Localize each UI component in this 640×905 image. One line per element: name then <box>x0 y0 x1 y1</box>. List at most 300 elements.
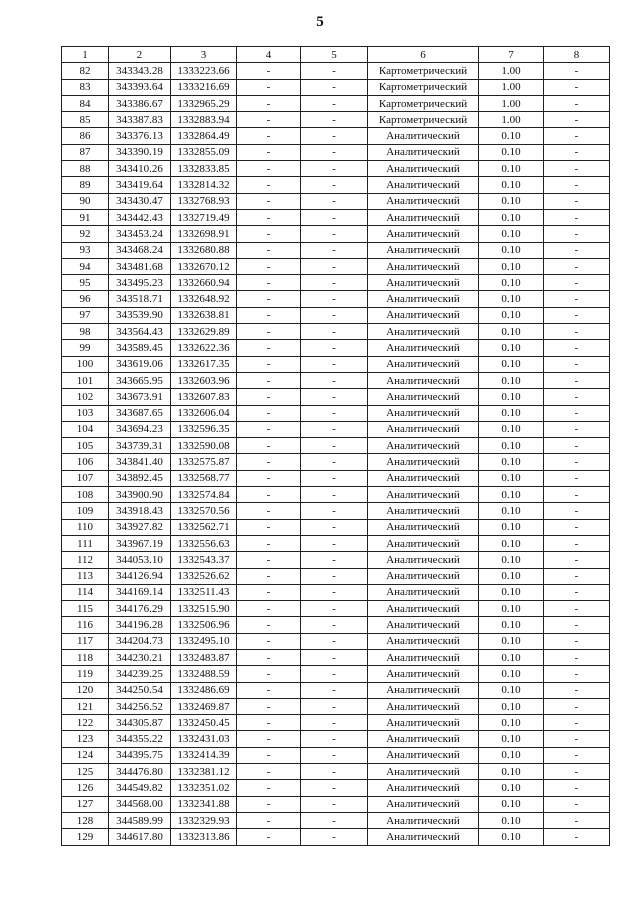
cell-point-number: 103 <box>62 405 109 421</box>
cell-point-number: 119 <box>62 666 109 682</box>
cell-col-4: - <box>237 128 301 144</box>
cell-col-8: - <box>544 177 610 193</box>
cell-col-4: - <box>237 242 301 258</box>
cell-accuracy: 0.10 <box>479 421 544 437</box>
cell-col-5: - <box>301 601 368 617</box>
cell-x-coordinate: 343564.43 <box>109 324 171 340</box>
cell-y-coordinate: 1332526.62 <box>171 568 237 584</box>
cell-y-coordinate: 1332543.37 <box>171 552 237 568</box>
cell-accuracy: 0.10 <box>479 291 544 307</box>
cell-method: Аналитический <box>368 796 479 812</box>
table-row <box>62 731 610 747</box>
cell-col-8: - <box>544 63 610 79</box>
cell-col-4: - <box>237 568 301 584</box>
cell-x-coordinate: 343967.19 <box>109 535 171 551</box>
cell-col-4: - <box>237 584 301 600</box>
cell-col-8: - <box>544 568 610 584</box>
table-row <box>62 568 610 584</box>
cell-col-8: - <box>544 389 610 405</box>
cell-x-coordinate: 343419.64 <box>109 177 171 193</box>
cell-col-5: - <box>301 487 368 503</box>
cell-y-coordinate: 1332341.88 <box>171 796 237 812</box>
cell-y-coordinate: 1332638.81 <box>171 307 237 323</box>
cell-col-8: - <box>544 617 610 633</box>
cell-accuracy: 0.10 <box>479 372 544 388</box>
cell-point-number: 108 <box>62 487 109 503</box>
cell-col-8: - <box>544 356 610 372</box>
cell-x-coordinate: 344239.25 <box>109 666 171 682</box>
cell-method: Аналитический <box>368 487 479 503</box>
cell-x-coordinate: 344476.80 <box>109 764 171 780</box>
cell-method: Аналитический <box>368 421 479 437</box>
cell-y-coordinate: 1332883.94 <box>171 112 237 128</box>
cell-x-coordinate: 343927.82 <box>109 519 171 535</box>
table-row <box>62 682 610 698</box>
cell-y-coordinate: 1332719.49 <box>171 209 237 225</box>
cell-y-coordinate: 1332568.77 <box>171 470 237 486</box>
cell-col-5: - <box>301 324 368 340</box>
cell-col-8: - <box>544 519 610 535</box>
table-row <box>62 324 610 340</box>
cell-accuracy: 0.10 <box>479 161 544 177</box>
cell-method: Аналитический <box>368 633 479 649</box>
cell-col-5: - <box>301 764 368 780</box>
cell-col-5: - <box>301 258 368 274</box>
cell-col-4: - <box>237 193 301 209</box>
table-row <box>62 617 610 633</box>
cell-col-8: - <box>544 731 610 747</box>
cell-point-number: 83 <box>62 79 109 95</box>
cell-accuracy: 0.10 <box>479 275 544 291</box>
cell-accuracy: 0.10 <box>479 177 544 193</box>
cell-y-coordinate: 1332469.87 <box>171 698 237 714</box>
cell-accuracy: 0.10 <box>479 715 544 731</box>
cell-col-5: - <box>301 242 368 258</box>
cell-accuracy: 0.10 <box>479 438 544 454</box>
cell-accuracy: 0.10 <box>479 226 544 242</box>
cell-method: Аналитический <box>368 307 479 323</box>
cell-x-coordinate: 343841.40 <box>109 454 171 470</box>
table-row <box>62 438 610 454</box>
table-row <box>62 307 610 323</box>
table-row <box>62 796 610 812</box>
cell-col-4: - <box>237 666 301 682</box>
cell-accuracy: 0.10 <box>479 601 544 617</box>
cell-col-4: - <box>237 633 301 649</box>
cell-x-coordinate: 343410.26 <box>109 161 171 177</box>
cell-col-4: - <box>237 764 301 780</box>
cell-point-number: 113 <box>62 568 109 584</box>
table-row <box>62 258 610 274</box>
cell-x-coordinate: 343442.43 <box>109 209 171 225</box>
table-row <box>62 503 610 519</box>
cell-point-number: 101 <box>62 372 109 388</box>
column-header: 8 <box>544 47 610 63</box>
cell-x-coordinate: 344617.80 <box>109 829 171 845</box>
cell-method: Аналитический <box>368 454 479 470</box>
cell-col-8: - <box>544 340 610 356</box>
cell-method: Аналитический <box>368 601 479 617</box>
cell-method: Аналитический <box>368 731 479 747</box>
cell-point-number: 129 <box>62 829 109 845</box>
cell-accuracy: 0.10 <box>479 812 544 828</box>
cell-accuracy: 0.10 <box>479 649 544 665</box>
cell-accuracy: 1.00 <box>479 112 544 128</box>
cell-col-4: - <box>237 601 301 617</box>
cell-point-number: 94 <box>62 258 109 274</box>
cell-col-4: - <box>237 405 301 421</box>
cell-point-number: 116 <box>62 617 109 633</box>
cell-col-5: - <box>301 95 368 111</box>
cell-accuracy: 0.10 <box>479 356 544 372</box>
cell-x-coordinate: 344549.82 <box>109 780 171 796</box>
cell-col-4: - <box>237 177 301 193</box>
cell-col-8: - <box>544 796 610 812</box>
cell-x-coordinate: 343393.64 <box>109 79 171 95</box>
cell-accuracy: 0.10 <box>479 128 544 144</box>
cell-method: Аналитический <box>368 161 479 177</box>
cell-y-coordinate: 1332670.12 <box>171 258 237 274</box>
cell-col-4: - <box>237 226 301 242</box>
cell-y-coordinate: 1332607.83 <box>171 389 237 405</box>
cell-accuracy: 0.10 <box>479 617 544 633</box>
cell-accuracy: 0.10 <box>479 209 544 225</box>
cell-col-5: - <box>301 747 368 763</box>
cell-x-coordinate: 344589.99 <box>109 812 171 828</box>
cell-method: Аналитический <box>368 812 479 828</box>
cell-method: Аналитический <box>368 177 479 193</box>
cell-accuracy: 0.10 <box>479 584 544 600</box>
cell-method: Аналитический <box>368 242 479 258</box>
cell-x-coordinate: 344256.52 <box>109 698 171 714</box>
cell-col-8: - <box>544 275 610 291</box>
cell-method: Аналитический <box>368 829 479 845</box>
table-row <box>62 161 610 177</box>
table-row <box>62 649 610 665</box>
cell-col-4: - <box>237 829 301 845</box>
cell-accuracy: 0.10 <box>479 796 544 812</box>
cell-col-4: - <box>237 258 301 274</box>
cell-x-coordinate: 343589.45 <box>109 340 171 356</box>
page-number: 5 <box>316 14 324 30</box>
cell-accuracy: 1.00 <box>479 63 544 79</box>
table-row <box>62 698 610 714</box>
cell-point-number: 97 <box>62 307 109 323</box>
cell-accuracy: 0.10 <box>479 340 544 356</box>
cell-col-5: - <box>301 144 368 160</box>
cell-point-number: 98 <box>62 324 109 340</box>
cell-method: Аналитический <box>368 226 479 242</box>
cell-accuracy: 0.10 <box>479 731 544 747</box>
cell-col-5: - <box>301 389 368 405</box>
cell-col-8: - <box>544 812 610 828</box>
cell-method: Аналитический <box>368 649 479 665</box>
cell-method: Аналитический <box>368 617 479 633</box>
cell-col-8: - <box>544 438 610 454</box>
cell-col-4: - <box>237 649 301 665</box>
cell-method: Аналитический <box>368 519 479 535</box>
cell-col-8: - <box>544 405 610 421</box>
cell-col-8: - <box>544 372 610 388</box>
cell-accuracy: 0.10 <box>479 682 544 698</box>
cell-y-coordinate: 1332814.32 <box>171 177 237 193</box>
cell-col-8: - <box>544 226 610 242</box>
cell-x-coordinate: 343539.90 <box>109 307 171 323</box>
table-row <box>62 519 610 535</box>
cell-y-coordinate: 1332329.93 <box>171 812 237 828</box>
cell-point-number: 93 <box>62 242 109 258</box>
cell-point-number: 128 <box>62 812 109 828</box>
cell-col-5: - <box>301 161 368 177</box>
cell-col-4: - <box>237 454 301 470</box>
cell-col-4: - <box>237 470 301 486</box>
cell-col-4: - <box>237 63 301 79</box>
cell-col-4: - <box>237 209 301 225</box>
cell-col-4: - <box>237 747 301 763</box>
cell-x-coordinate: 343518.71 <box>109 291 171 307</box>
cell-col-4: - <box>237 503 301 519</box>
cell-method: Аналитический <box>368 209 479 225</box>
cell-point-number: 95 <box>62 275 109 291</box>
cell-col-4: - <box>237 780 301 796</box>
cell-col-5: - <box>301 128 368 144</box>
table-row <box>62 112 610 128</box>
cell-col-8: - <box>544 454 610 470</box>
cell-method: Картометрический <box>368 95 479 111</box>
cell-col-4: - <box>237 812 301 828</box>
cell-x-coordinate: 343918.43 <box>109 503 171 519</box>
table-row <box>62 829 610 845</box>
cell-col-8: - <box>544 291 610 307</box>
cell-col-4: - <box>237 421 301 437</box>
cell-x-coordinate: 343386.67 <box>109 95 171 111</box>
cell-method: Аналитический <box>368 470 479 486</box>
cell-x-coordinate: 344250.54 <box>109 682 171 698</box>
cell-method: Аналитический <box>368 568 479 584</box>
cell-col-4: - <box>237 307 301 323</box>
cell-col-4: - <box>237 275 301 291</box>
cell-x-coordinate: 344169.14 <box>109 584 171 600</box>
cell-x-coordinate: 343694.23 <box>109 421 171 437</box>
column-header: 7 <box>479 47 544 63</box>
cell-accuracy: 0.10 <box>479 519 544 535</box>
cell-col-8: - <box>544 258 610 274</box>
cell-col-5: - <box>301 372 368 388</box>
cell-accuracy: 0.10 <box>479 144 544 160</box>
cell-col-4: - <box>237 796 301 812</box>
cell-x-coordinate: 343687.65 <box>109 405 171 421</box>
cell-col-5: - <box>301 552 368 568</box>
cell-accuracy: 0.10 <box>479 487 544 503</box>
cell-y-coordinate: 1332414.39 <box>171 747 237 763</box>
table-row <box>62 275 610 291</box>
table-row <box>62 340 610 356</box>
cell-x-coordinate: 344230.21 <box>109 649 171 665</box>
cell-y-coordinate: 1332511.43 <box>171 584 237 600</box>
cell-col-4: - <box>237 389 301 405</box>
table-row <box>62 780 610 796</box>
cell-method: Аналитический <box>368 503 479 519</box>
cell-x-coordinate: 343673.91 <box>109 389 171 405</box>
cell-x-coordinate: 344176.29 <box>109 601 171 617</box>
cell-col-8: - <box>544 552 610 568</box>
cell-x-coordinate: 344568.00 <box>109 796 171 812</box>
cell-point-number: 105 <box>62 438 109 454</box>
cell-accuracy: 0.10 <box>479 633 544 649</box>
cell-accuracy: 0.10 <box>479 470 544 486</box>
cell-col-5: - <box>301 421 368 437</box>
cell-col-8: - <box>544 161 610 177</box>
cell-col-5: - <box>301 649 368 665</box>
column-header: 1 <box>62 47 109 63</box>
cell-x-coordinate: 343495.23 <box>109 275 171 291</box>
cell-method: Аналитический <box>368 552 479 568</box>
cell-col-8: - <box>544 780 610 796</box>
cell-method: Аналитический <box>368 584 479 600</box>
cell-accuracy: 0.10 <box>479 535 544 551</box>
cell-method: Аналитический <box>368 144 479 160</box>
cell-point-number: 86 <box>62 128 109 144</box>
cell-method: Аналитический <box>368 340 479 356</box>
cell-col-5: - <box>301 454 368 470</box>
cell-point-number: 106 <box>62 454 109 470</box>
table-row <box>62 454 610 470</box>
cell-y-coordinate: 1332431.03 <box>171 731 237 747</box>
table-row <box>62 242 610 258</box>
cell-y-coordinate: 1332381.12 <box>171 764 237 780</box>
table-header-row <box>62 47 610 63</box>
cell-x-coordinate: 343481.68 <box>109 258 171 274</box>
cell-y-coordinate: 1332570.56 <box>171 503 237 519</box>
cell-point-number: 124 <box>62 747 109 763</box>
cell-col-4: - <box>237 95 301 111</box>
table-row <box>62 291 610 307</box>
table-row <box>62 79 610 95</box>
cell-col-5: - <box>301 617 368 633</box>
cell-y-coordinate: 1332351.02 <box>171 780 237 796</box>
cell-y-coordinate: 1332575.87 <box>171 454 237 470</box>
cell-col-5: - <box>301 79 368 95</box>
cell-x-coordinate: 344355.22 <box>109 731 171 747</box>
cell-col-8: - <box>544 487 610 503</box>
cell-point-number: 87 <box>62 144 109 160</box>
cell-x-coordinate: 343468.24 <box>109 242 171 258</box>
cell-point-number: 112 <box>62 552 109 568</box>
cell-method: Аналитический <box>368 193 479 209</box>
cell-accuracy: 0.10 <box>479 242 544 258</box>
table-row <box>62 372 610 388</box>
cell-point-number: 110 <box>62 519 109 535</box>
cell-point-number: 121 <box>62 698 109 714</box>
table-row <box>62 535 610 551</box>
cell-method: Аналитический <box>368 715 479 731</box>
cell-y-coordinate: 1332622.36 <box>171 340 237 356</box>
cell-x-coordinate: 343739.31 <box>109 438 171 454</box>
cell-x-coordinate: 343453.24 <box>109 226 171 242</box>
cell-col-5: - <box>301 405 368 421</box>
cell-y-coordinate: 1332660.94 <box>171 275 237 291</box>
cell-point-number: 126 <box>62 780 109 796</box>
cell-point-number: 114 <box>62 584 109 600</box>
table-row <box>62 487 610 503</box>
cell-col-5: - <box>301 209 368 225</box>
cell-method: Картометрический <box>368 112 479 128</box>
table-row <box>62 601 610 617</box>
cell-col-4: - <box>237 715 301 731</box>
cell-point-number: 127 <box>62 796 109 812</box>
cell-method: Аналитический <box>368 747 479 763</box>
cell-point-number: 89 <box>62 177 109 193</box>
cell-accuracy: 0.10 <box>479 552 544 568</box>
cell-col-8: - <box>544 128 610 144</box>
cell-col-8: - <box>544 112 610 128</box>
cell-y-coordinate: 1332768.93 <box>171 193 237 209</box>
cell-y-coordinate: 1332486.69 <box>171 682 237 698</box>
cell-y-coordinate: 1332450.45 <box>171 715 237 731</box>
cell-col-4: - <box>237 731 301 747</box>
cell-method: Картометрический <box>368 79 479 95</box>
cell-point-number: 100 <box>62 356 109 372</box>
cell-point-number: 84 <box>62 95 109 111</box>
table-row <box>62 405 610 421</box>
cell-col-5: - <box>301 666 368 682</box>
cell-point-number: 96 <box>62 291 109 307</box>
cell-col-8: - <box>544 666 610 682</box>
cell-accuracy: 0.10 <box>479 307 544 323</box>
cell-point-number: 118 <box>62 649 109 665</box>
cell-col-4: - <box>237 519 301 535</box>
cell-y-coordinate: 1332495.10 <box>171 633 237 649</box>
cell-col-5: - <box>301 438 368 454</box>
cell-point-number: 85 <box>62 112 109 128</box>
cell-accuracy: 0.10 <box>479 764 544 780</box>
cell-point-number: 90 <box>62 193 109 209</box>
cell-col-8: - <box>544 829 610 845</box>
cell-col-4: - <box>237 552 301 568</box>
cell-y-coordinate: 1332833.85 <box>171 161 237 177</box>
cell-col-5: - <box>301 112 368 128</box>
cell-x-coordinate: 344126.94 <box>109 568 171 584</box>
cell-col-8: - <box>544 764 610 780</box>
table-row <box>62 552 610 568</box>
cell-y-coordinate: 1332617.35 <box>171 356 237 372</box>
table-row <box>62 715 610 731</box>
cell-y-coordinate: 1332629.89 <box>171 324 237 340</box>
cell-col-8: - <box>544 503 610 519</box>
column-header: 2 <box>109 47 171 63</box>
cell-col-4: - <box>237 340 301 356</box>
cell-x-coordinate: 343900.90 <box>109 487 171 503</box>
cell-method: Аналитический <box>368 275 479 291</box>
cell-col-8: - <box>544 421 610 437</box>
cell-col-5: - <box>301 715 368 731</box>
cell-col-5: - <box>301 535 368 551</box>
cell-x-coordinate: 343892.45 <box>109 470 171 486</box>
cell-x-coordinate: 344395.75 <box>109 747 171 763</box>
cell-point-number: 122 <box>62 715 109 731</box>
table-row <box>62 177 610 193</box>
table-row <box>62 95 610 111</box>
cell-col-8: - <box>544 79 610 95</box>
cell-y-coordinate: 1332698.91 <box>171 226 237 242</box>
cell-col-8: - <box>544 649 610 665</box>
cell-y-coordinate: 1332855.09 <box>171 144 237 160</box>
cell-y-coordinate: 1332648.92 <box>171 291 237 307</box>
cell-method: Аналитический <box>368 780 479 796</box>
table-row <box>62 747 610 763</box>
cell-method: Аналитический <box>368 372 479 388</box>
cell-accuracy: 0.10 <box>479 698 544 714</box>
